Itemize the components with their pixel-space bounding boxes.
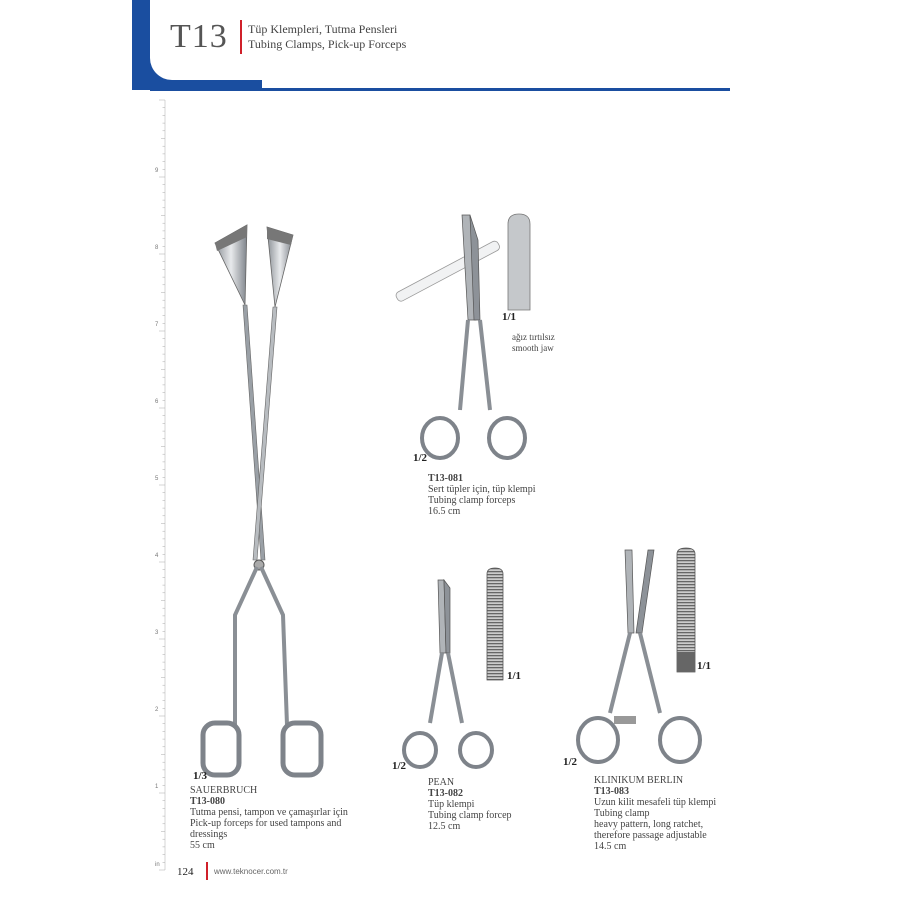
ruler-label: 2: [155, 707, 159, 713]
product-name: KLINIKUM BERLIN: [594, 775, 684, 786]
product-size: 14.5 cm: [594, 841, 627, 852]
ruler-label: 7: [155, 322, 159, 328]
pean-jaw-detail: [487, 568, 503, 680]
ruler-label: 4: [155, 553, 159, 559]
jaw-note-en: smooth jaw: [512, 343, 554, 353]
sauerbruch-forceps-illustration: [195, 215, 335, 785]
product-code: T13-082: [428, 788, 463, 799]
product-desc-en: Tubing clamp: [594, 808, 650, 819]
jaw-note-tr: ağız tırtılsız: [512, 332, 555, 342]
ruler-label: 5: [155, 476, 159, 482]
chapter-titles: [248, 22, 406, 52]
caption-T13-080: [190, 785, 350, 851]
jaw-scale-081: 1/1: [502, 311, 517, 323]
product-code: T13-080: [190, 796, 225, 807]
chapter-code: T13: [170, 18, 228, 55]
header-red-divider: [240, 20, 242, 54]
product-code: T13-083: [594, 786, 629, 797]
inch-ruler: [155, 100, 169, 870]
scale-083: 1/2: [563, 756, 578, 768]
product-desc-tr: Tutma pensi, tampon ve çamaşırlar için: [190, 807, 348, 818]
scale-081: 1/2: [413, 452, 428, 464]
website-url: www.teknocer.com.tr: [214, 867, 288, 876]
product-desc-tr: Uzun kilit mesafeli tüp klempi: [594, 797, 717, 808]
ruler-unit: in: [155, 862, 160, 868]
jaw-scale-083: 1/1: [697, 660, 712, 672]
chapter-title-tr: Tüp Klempleri, Tutma Pensleri: [248, 22, 398, 36]
ruler-label: 9: [155, 168, 159, 174]
ruler-label: 8: [155, 245, 159, 251]
page-number: 124: [177, 866, 194, 878]
product-code: T13-081: [428, 473, 463, 484]
caption-T13-083: [594, 775, 744, 852]
caption-T13-081: [428, 473, 568, 517]
product-desc-en: Pick-up forceps for used tampons and: [190, 818, 342, 829]
scale-080: 1/3: [193, 770, 208, 782]
scale-082: 1/2: [392, 760, 407, 772]
chapter-title-en: Tubing Clamps, Pick-up Forceps: [248, 37, 407, 51]
ruler-label: 6: [155, 399, 159, 405]
product-size: 16.5 cm: [428, 506, 461, 517]
product-desc-en: Tubing clamp forcep: [428, 810, 512, 821]
product-name: PEAN: [428, 777, 455, 788]
ruler-label: 1: [155, 784, 159, 790]
jaw-note-081: [512, 332, 555, 354]
product-size: 55 cm: [190, 840, 215, 851]
header-rule: [150, 88, 730, 91]
header-box: [150, 0, 730, 80]
ruler-label: 3: [155, 630, 159, 636]
klinikum-jaw-detail: [677, 548, 695, 672]
pean-clamp-illustration: [400, 578, 500, 773]
jaw-scale-082: 1/1: [507, 670, 522, 682]
caption-T13-082: [428, 777, 558, 832]
product-desc-en-2: heavy pattern, long ratchet,: [594, 819, 704, 830]
product-name: SAUERBRUCH: [190, 785, 258, 796]
product-size: 12.5 cm: [428, 821, 461, 832]
smooth-jaw-detail: [508, 214, 530, 310]
product-desc-en-2: dressings: [190, 829, 228, 840]
product-desc-en-3: therefore passage adjustable: [594, 830, 707, 841]
product-desc-tr: Tüp klempi: [428, 799, 475, 810]
footer-red-divider: [206, 862, 208, 880]
product-desc-tr: Sert tüpler için, tüp klempi: [428, 484, 536, 495]
product-desc-en: Tubing clamp forceps: [428, 495, 516, 506]
